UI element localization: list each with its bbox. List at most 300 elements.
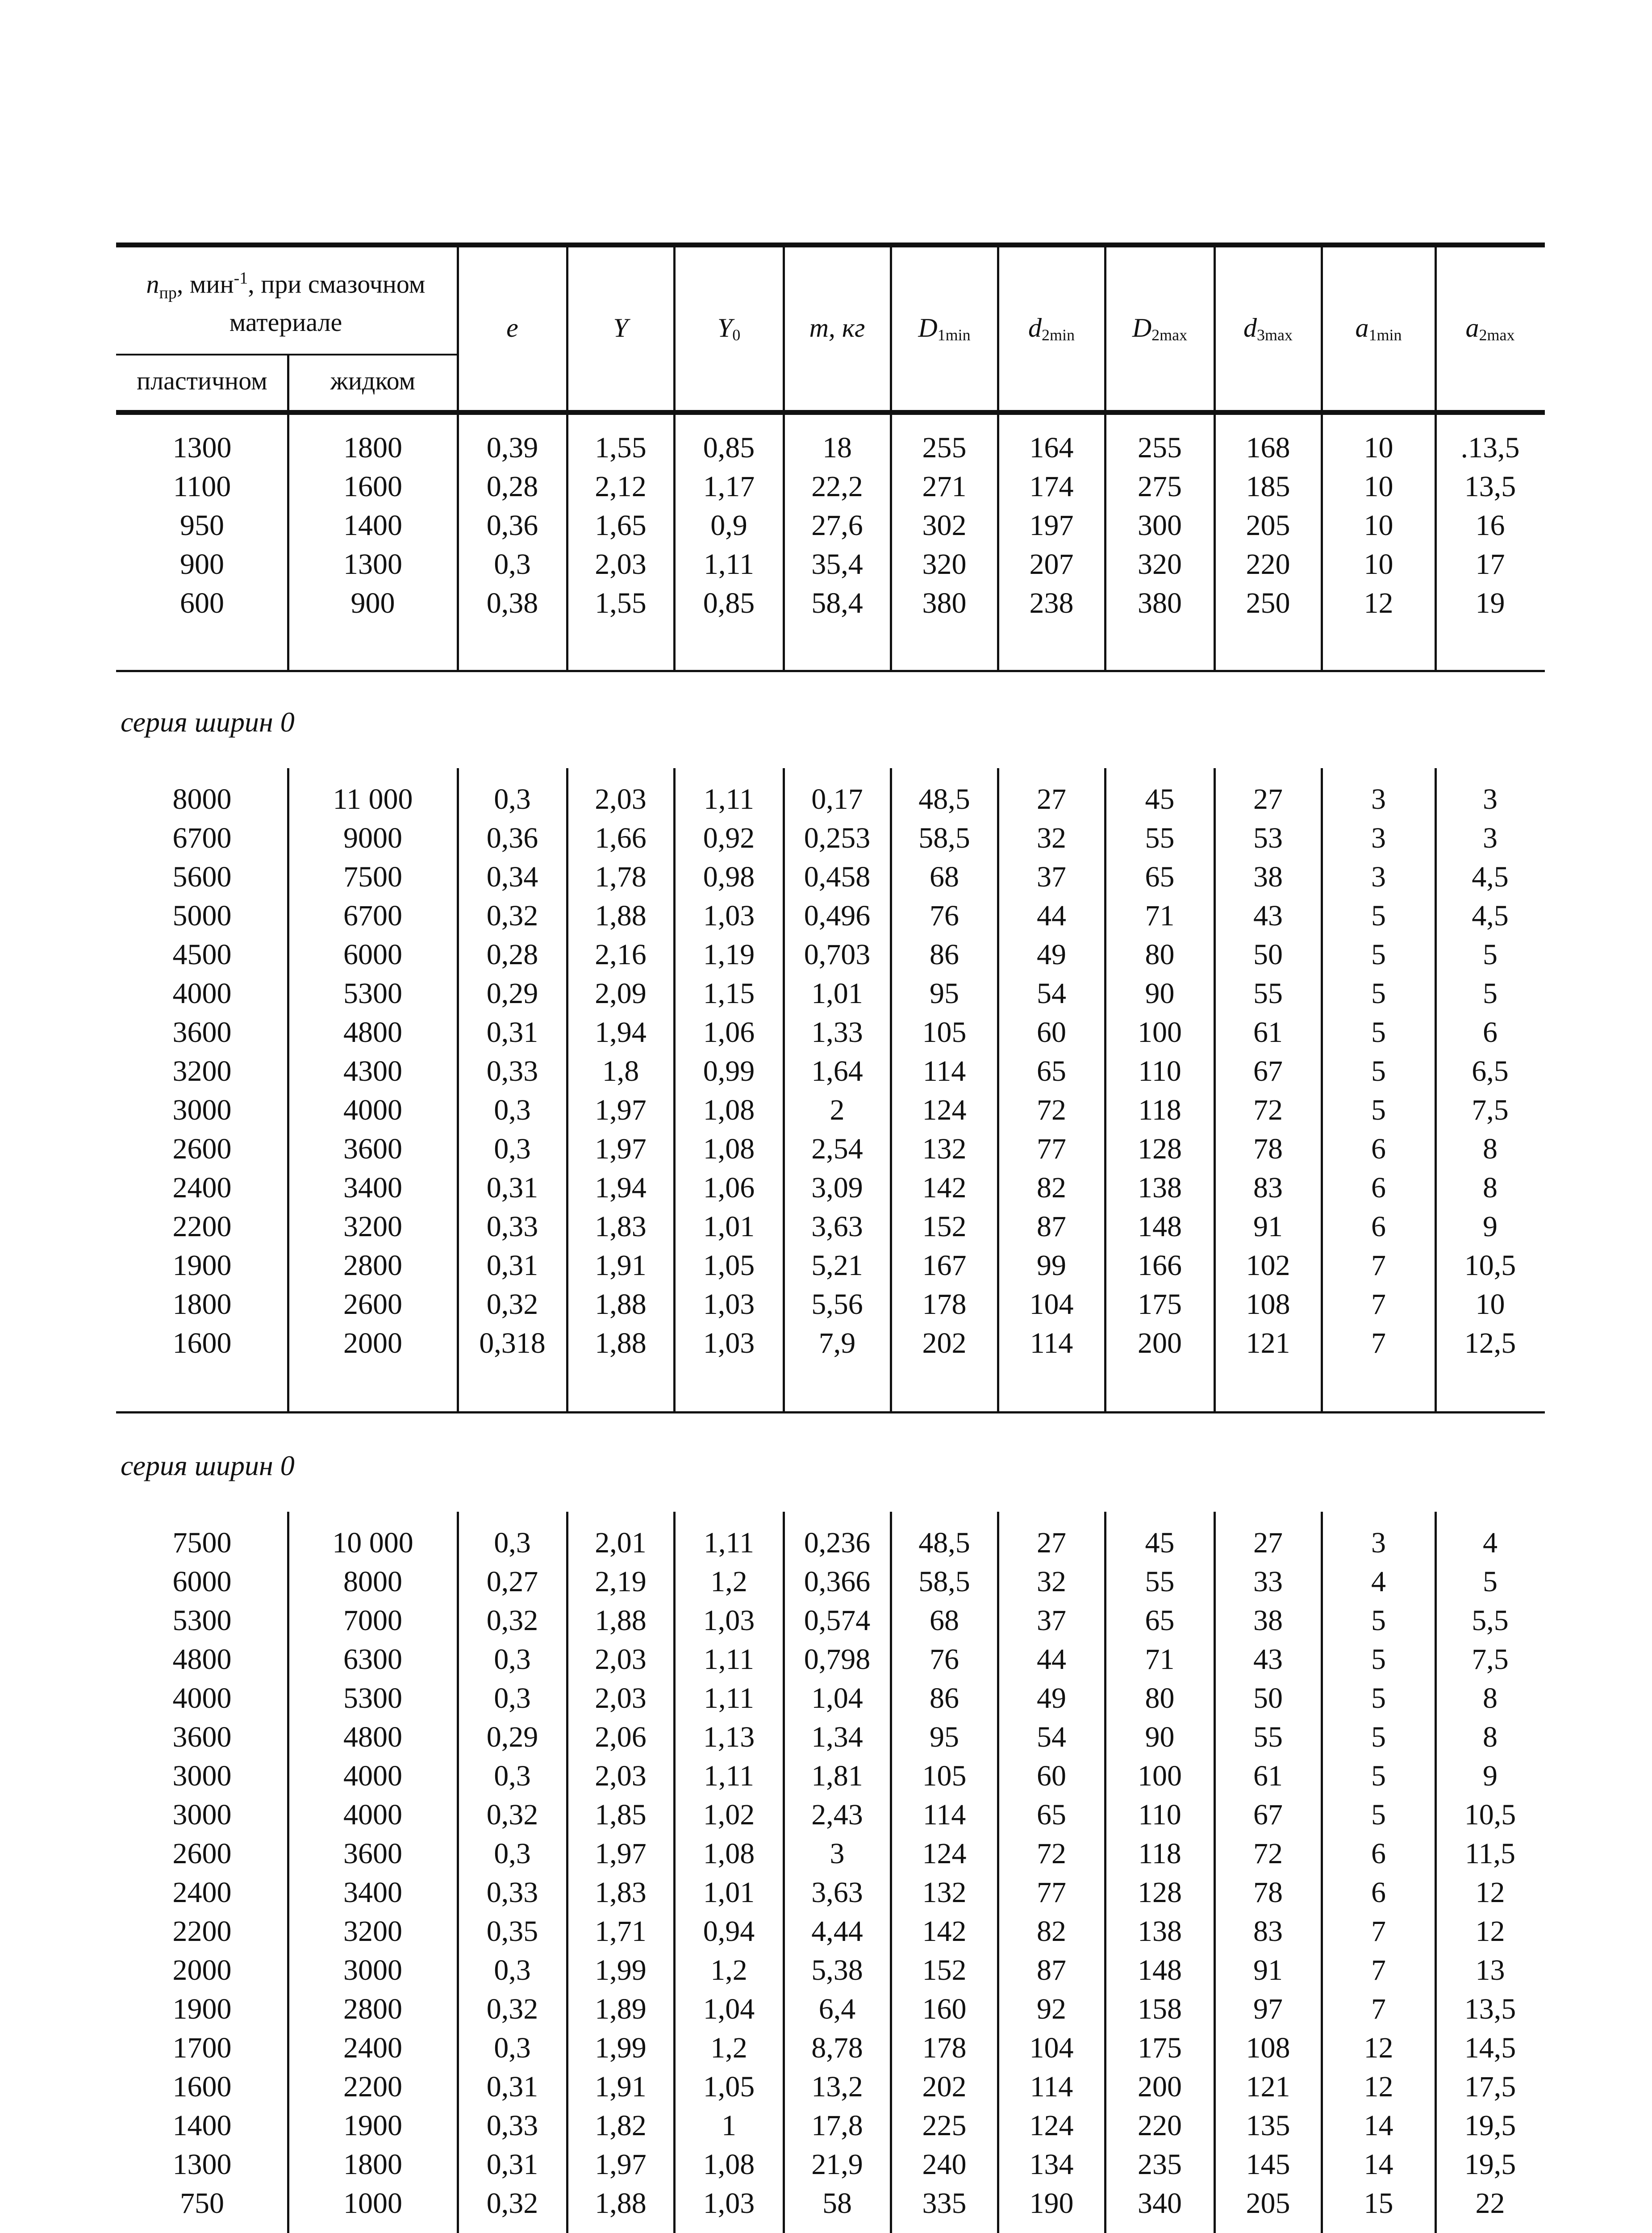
column-divider [673, 768, 676, 1411]
cell-liquid: 2600 [343, 1288, 402, 1321]
cell-plastic: 1600 [172, 2070, 232, 2103]
cell-liquid: 2800 [343, 1249, 402, 1282]
cell-y0: 1,03 [703, 1327, 755, 1359]
cell-d2max: 275 [1138, 470, 1182, 503]
header-divider [287, 355, 289, 410]
cell-d2max: 71 [1145, 899, 1175, 932]
column-divider [1104, 1512, 1106, 2233]
cell-y0: 0,98 [703, 861, 755, 893]
cell-a1min: 6 [1371, 1837, 1386, 1870]
cell-a2max: 8 [1483, 1721, 1498, 1753]
cell-a2max: 10,5 [1464, 1798, 1516, 1831]
col-header-subscript: 2max [1479, 326, 1515, 344]
cell-y: 1,88 [595, 899, 647, 932]
cell-mass: 0,253 [804, 822, 871, 854]
cell-d2max: 128 [1138, 1133, 1182, 1165]
cell-d2min: 37 [1037, 1604, 1066, 1637]
cell-mass: 0,703 [804, 938, 871, 971]
cell-d2max: 255 [1138, 431, 1182, 464]
cell-d2min: 238 [1029, 587, 1074, 619]
cell-a1min: 10 [1364, 470, 1393, 503]
cell-liquid: 2200 [343, 2070, 402, 2103]
cell-plastic: 950 [180, 509, 224, 542]
cell-d3max: 168 [1246, 431, 1290, 464]
cell-a1min: 4 [1371, 1565, 1386, 1598]
cell-liquid: 4000 [343, 1094, 402, 1126]
cell-d2min: 37 [1037, 861, 1066, 893]
cell-mass: 3,63 [811, 1876, 863, 1909]
cell-y0: 1,08 [703, 1094, 755, 1126]
cell-mass: 3,63 [811, 1210, 863, 1243]
cell-d3max: 83 [1253, 1171, 1283, 1204]
cell-d3max: 38 [1253, 1604, 1283, 1637]
header-divider [457, 247, 459, 410]
cell-a2max: 9 [1483, 1210, 1498, 1243]
cell-d2min: 65 [1037, 1055, 1066, 1087]
cell-d2min: 49 [1037, 938, 1066, 971]
cell-mass: 0,17 [811, 783, 863, 815]
cell-a1min: 3 [1371, 1526, 1386, 1559]
cell-d3max: 135 [1246, 2109, 1290, 2142]
cell-liquid: 1000 [343, 2187, 402, 2220]
section-bottom-rule [116, 1411, 1545, 1413]
col-header-subscript: 1min [1368, 326, 1402, 344]
cell-y0: 1,2 [710, 1954, 747, 1986]
column-divider [673, 1512, 676, 2233]
cell-d2min: 82 [1037, 1915, 1066, 1948]
cell-d1min: 76 [930, 1643, 959, 1676]
cell-plastic: 1300 [172, 2148, 232, 2181]
cell-d3max: 78 [1253, 1133, 1283, 1165]
col-header-subscript: 2max [1151, 326, 1188, 344]
cell-mass: 3 [830, 1837, 845, 1870]
cell-a1min: 5 [1371, 1682, 1386, 1714]
cell-d2min: 114 [1030, 2070, 1073, 2103]
cell-e: 0,33 [486, 1055, 538, 1087]
cell-a2max: 11,5 [1464, 1837, 1516, 1870]
cell-d2max: 200 [1138, 2070, 1182, 2103]
col-header-subscript: 2min [1041, 326, 1075, 344]
column-divider [1104, 768, 1106, 1411]
cell-d3max: 67 [1253, 1055, 1283, 1087]
table-top-rule [116, 243, 1545, 247]
cell-e: 0,32 [486, 2187, 538, 2220]
cell-d3max: 61 [1253, 1016, 1283, 1049]
cell-liquid: 1800 [343, 431, 402, 464]
cell-a1min: 10 [1364, 431, 1393, 464]
cell-d3max: 91 [1253, 1210, 1283, 1243]
cell-plastic: 2600 [172, 1837, 232, 1870]
cell-plastic: 1800 [172, 1288, 232, 1321]
col-header-subscript: 1min [937, 326, 971, 344]
cell-e: 0,31 [486, 1171, 538, 1204]
cell-y0: 1,11 [703, 783, 755, 815]
cell-mass: 0,458 [804, 861, 871, 893]
cell-mass: 5,21 [811, 1249, 863, 1282]
speed-group-title-line1 [116, 263, 455, 308]
cell-d1min: 95 [930, 977, 959, 1010]
cell-y0: 1,01 [703, 1876, 755, 1909]
cell-liquid: 4300 [343, 1055, 402, 1087]
cell-a1min: 6 [1371, 1133, 1386, 1165]
cell-y: 1,66 [595, 822, 647, 854]
cell-d2max: 220 [1138, 2109, 1182, 2142]
cell-a2max: 13 [1475, 1954, 1505, 1986]
cell-d3max: 108 [1246, 1288, 1290, 1321]
column-divider [1435, 768, 1437, 1411]
cell-e: 0,3 [494, 2032, 531, 2064]
cell-d2min: 44 [1037, 1643, 1066, 1676]
cell-d3max: 61 [1253, 1760, 1283, 1792]
cell-mass: 1,81 [811, 1760, 863, 1792]
n-subscript: пр [159, 283, 177, 302]
cell-d3max: 50 [1253, 938, 1283, 971]
cell-d2max: 45 [1145, 1526, 1175, 1559]
cell-plastic: 750 [180, 2187, 224, 2220]
unit-label: , мин [176, 269, 234, 299]
cell-d1min: 48,5 [918, 783, 970, 815]
cell-d2min: 27 [1037, 1526, 1066, 1559]
header-divider [997, 247, 999, 410]
cell-d2max: 110 [1138, 1798, 1181, 1831]
cell-d2min: 60 [1037, 1016, 1066, 1049]
cell-a2max: 12 [1475, 1915, 1505, 1948]
cell-mass: 5,56 [811, 1288, 863, 1321]
cell-d2max: 100 [1138, 1016, 1182, 1049]
cell-y: 2,03 [595, 1760, 647, 1792]
column-divider [566, 768, 568, 1411]
column-divider [673, 415, 676, 670]
cell-y0: 1,11 [703, 1526, 755, 1559]
cell-y: 2,03 [595, 783, 647, 815]
col-header-d1min [891, 313, 998, 344]
col-header-a2max [1435, 313, 1545, 344]
cell-a1min: 14 [1364, 2109, 1393, 2142]
col-header-symbol: d [1243, 313, 1257, 343]
cell-d2min: 49 [1037, 1682, 1066, 1714]
cell-d3max: 43 [1253, 899, 1283, 932]
cell-e: 0,32 [486, 899, 538, 932]
cell-a1min: 5 [1371, 1055, 1386, 1087]
cell-d1min: 142 [922, 1171, 967, 1204]
cell-d3max: 250 [1246, 587, 1290, 619]
cell-d1min: 225 [922, 2109, 967, 2142]
cell-y: 1,91 [595, 2070, 647, 2103]
cell-liquid: 1600 [343, 470, 402, 503]
cell-y: 2,01 [595, 1526, 647, 1559]
cell-liquid: 6000 [343, 938, 402, 971]
cell-a1min: 12 [1364, 2070, 1393, 2103]
col-header-symbol: D [918, 313, 938, 343]
column-divider [457, 768, 459, 1411]
column-divider [890, 1512, 892, 2233]
cell-a2max: 5 [1483, 938, 1498, 971]
header-divider [1321, 247, 1323, 410]
cell-d2max: 90 [1145, 977, 1175, 1010]
cell-e: 0,39 [486, 431, 538, 464]
cell-y0: 1,08 [703, 2148, 755, 2181]
cell-d1min: 124 [922, 1837, 967, 1870]
cell-e: 0,3 [494, 1954, 531, 1986]
cell-a1min: 5 [1371, 899, 1386, 932]
cell-mass: 6,4 [818, 1993, 856, 2025]
cell-plastic: 4500 [172, 938, 232, 971]
cell-d2max: 175 [1138, 1288, 1182, 1321]
cell-a1min: 5 [1371, 1721, 1386, 1753]
cell-d2max: 65 [1145, 1604, 1175, 1637]
cell-d1min: 86 [930, 938, 959, 971]
cell-liquid: 9000 [343, 822, 402, 854]
cell-liquid: 3400 [343, 1876, 402, 1909]
cell-y: 1,88 [595, 1288, 647, 1321]
cell-e: 0,31 [486, 1249, 538, 1282]
cell-a1min: 5 [1371, 1760, 1386, 1792]
cell-plastic: 600 [180, 587, 224, 619]
cell-a1min: 10 [1364, 548, 1393, 581]
cell-mass: 21,9 [811, 2148, 863, 2181]
cell-y0: 1,15 [703, 977, 755, 1010]
cell-liquid: 7500 [343, 861, 402, 893]
cell-y: 1,71 [595, 1915, 647, 1948]
cell-e: 0,3 [494, 548, 531, 581]
cell-y: 1,97 [595, 2148, 647, 2181]
cell-d2max: 90 [1145, 1721, 1175, 1753]
cell-d2max: 138 [1138, 1171, 1182, 1204]
cell-e: 0,3 [494, 783, 531, 815]
cell-plastic: 1600 [172, 1327, 232, 1359]
cell-liquid: 8000 [343, 1565, 402, 1598]
cell-liquid: 7000 [343, 1604, 402, 1637]
col-header-symbol: a [1465, 313, 1479, 343]
cell-e: 0,33 [486, 1210, 538, 1243]
cell-e: 0,29 [486, 1721, 538, 1753]
cell-a2max: 19,5 [1464, 2148, 1516, 2181]
cell-liquid: 10 000 [332, 1526, 413, 1559]
cell-y: 2,06 [595, 1721, 647, 1753]
cell-d1min: 255 [922, 431, 967, 464]
cell-d1min: 48,5 [918, 1526, 970, 1559]
cell-e: 0,29 [486, 977, 538, 1010]
cell-e: 0,3 [494, 1643, 531, 1676]
cell-d2min: 134 [1029, 2148, 1074, 2181]
cell-e: 0,318 [479, 1327, 546, 1359]
cell-d2min: 104 [1029, 1288, 1074, 1321]
cell-a2max: 10 [1475, 1288, 1505, 1321]
cell-mass: 17,8 [811, 2109, 863, 2142]
cell-liquid: 3000 [343, 1954, 402, 1986]
cell-mass: 5,38 [811, 1954, 863, 1986]
cell-d1min: 271 [922, 470, 967, 503]
cell-a1min: 7 [1371, 1249, 1386, 1282]
cell-mass: 2 [830, 1094, 845, 1126]
cell-mass: 1,01 [811, 977, 863, 1010]
cell-plastic: 4000 [172, 977, 232, 1010]
cell-mass: 2,54 [811, 1133, 863, 1165]
cell-d3max: 145 [1246, 2148, 1290, 2181]
cell-liquid: 1400 [343, 509, 402, 542]
cell-plastic: 3000 [172, 1760, 232, 1792]
cell-a2max: 17 [1475, 548, 1505, 581]
cell-a2max: 17,5 [1464, 2070, 1516, 2103]
cell-d2min: 72 [1037, 1094, 1066, 1126]
cell-e: 0,38 [486, 587, 538, 619]
cell-liquid: 4000 [343, 1760, 402, 1792]
cell-d3max: 53 [1253, 822, 1283, 854]
cell-a2max: 6 [1483, 1016, 1498, 1049]
cell-e: 0,27 [486, 1565, 538, 1598]
cell-liquid: 2000 [343, 1327, 402, 1359]
cell-plastic: 1300 [172, 431, 232, 464]
col-header-a1min [1322, 313, 1435, 344]
cell-mass: 22,2 [811, 470, 863, 503]
cell-d1min: 178 [922, 1288, 967, 1321]
column-divider [997, 415, 999, 670]
cell-liquid: 1300 [343, 548, 402, 581]
cell-d3max: 83 [1253, 1915, 1283, 1948]
cell-d3max: 33 [1253, 1565, 1283, 1598]
cell-mass: 0,366 [804, 1565, 871, 1598]
cell-d1min: 76 [930, 899, 959, 932]
column-divider [457, 1512, 459, 2233]
cell-mass: 1,33 [811, 1016, 863, 1049]
cell-y0: 1,03 [703, 899, 755, 932]
column-divider [1214, 768, 1216, 1411]
cell-y0: 1,03 [703, 2187, 755, 2220]
cell-y0: 1,11 [703, 1682, 755, 1714]
cell-a2max: 7,5 [1472, 1643, 1509, 1676]
cell-mass: 58 [822, 2187, 852, 2220]
unit-exponent: -1 [234, 269, 248, 288]
col-header-liquid: жидком [330, 366, 416, 395]
cell-y: 2,12 [595, 470, 647, 503]
cell-d2max: 110 [1138, 1055, 1181, 1087]
cell-plastic: 1900 [172, 1249, 232, 1282]
col-header-plastic: пластичном [137, 366, 267, 395]
cell-y: 1,55 [595, 587, 647, 619]
cell-d2min: 124 [1029, 2109, 1074, 2142]
cell-liquid: 6300 [343, 1643, 402, 1676]
cell-d3max: 97 [1253, 1993, 1283, 2025]
cell-plastic: 1100 [173, 470, 231, 503]
cell-d1min: 58,5 [918, 1565, 970, 1598]
col-header-subscript: 3max [1257, 326, 1293, 344]
cell-y0: 1,05 [703, 1249, 755, 1282]
cell-y: 1,88 [595, 1327, 647, 1359]
column-divider [890, 768, 892, 1411]
col-header-d2min [998, 313, 1105, 344]
cell-mass: 13,2 [811, 2070, 863, 2103]
cell-mass: 3,09 [811, 1171, 863, 1204]
lubricant-label: , при смазочном [248, 269, 426, 299]
cell-e: 0,3 [494, 1682, 531, 1714]
cell-y: 2,19 [595, 1565, 647, 1598]
cell-d3max: 27 [1253, 1526, 1283, 1559]
cell-d3max: 185 [1246, 470, 1290, 503]
cell-d2max: 100 [1138, 1760, 1182, 1792]
cell-plastic: 2400 [172, 1171, 232, 1204]
cell-y: 2,03 [595, 548, 647, 581]
cell-d2max: 55 [1145, 822, 1175, 854]
cell-a1min: 7 [1371, 1327, 1386, 1359]
cell-plastic: 1900 [172, 1993, 232, 2025]
cell-y0: 0,99 [703, 1055, 755, 1087]
cell-y0: 1,11 [703, 1643, 755, 1676]
cell-mass: 8,78 [811, 2032, 863, 2064]
cell-plastic: 2200 [172, 1210, 232, 1243]
cell-mass: 0,496 [804, 899, 871, 932]
cell-plastic: 6700 [172, 822, 232, 854]
cell-a2max: 5 [1483, 977, 1498, 1010]
cell-e: 0,32 [486, 1798, 538, 1831]
cell-d3max: 43 [1253, 1643, 1283, 1676]
cell-plastic: 900 [180, 548, 224, 581]
cell-plastic: 7500 [172, 1526, 232, 1559]
cell-liquid: 5300 [343, 1682, 402, 1714]
cell-d3max: 55 [1253, 977, 1283, 1010]
column-divider [783, 768, 785, 1411]
col-header-symbol: Y [717, 313, 733, 343]
column-divider [1435, 415, 1437, 670]
cell-d3max: 205 [1246, 2187, 1290, 2220]
cell-d1min: 95 [930, 1721, 959, 1753]
cell-e: 0,32 [486, 1993, 538, 2025]
cell-plastic: 4000 [172, 1682, 232, 1714]
column-divider [457, 415, 459, 670]
header-divider [566, 247, 568, 410]
cell-a1min: 5 [1371, 977, 1386, 1010]
cell-mass: 18 [822, 431, 852, 464]
cell-y: 1,97 [595, 1837, 647, 1870]
column-divider [997, 1512, 999, 2233]
column-divider [783, 415, 785, 670]
header-bottom-rule [116, 410, 1545, 415]
cell-d1min: 105 [922, 1760, 967, 1792]
cell-d1min: 58,5 [918, 822, 970, 854]
header-divider [890, 247, 892, 410]
cell-y: 1,94 [595, 1171, 647, 1204]
cell-y0: 1,08 [703, 1133, 755, 1165]
col-header-symbol: a [1355, 313, 1369, 343]
cell-mass: 58,4 [811, 587, 863, 619]
cell-y: 1,99 [595, 1954, 647, 1986]
cell-a1min: 14 [1364, 2148, 1393, 2181]
cell-a1min: 6 [1371, 1876, 1386, 1909]
cell-a2max: 4 [1483, 1526, 1498, 1559]
column-divider [1435, 1512, 1437, 2233]
cell-plastic: 2400 [172, 1876, 232, 1909]
cell-plastic: 4800 [172, 1643, 232, 1676]
cell-d3max: 108 [1246, 2032, 1290, 2064]
cell-d1min: 68 [930, 861, 959, 893]
cell-d2min: 72 [1037, 1837, 1066, 1870]
cell-d2max: 148 [1138, 1954, 1182, 1986]
cell-d1min: 142 [922, 1915, 967, 1948]
cell-y0: 0,92 [703, 822, 755, 854]
speed-group-header [116, 263, 455, 337]
cell-d1min: 86 [930, 1682, 959, 1714]
cell-y: 1,88 [595, 2187, 647, 2220]
cell-d1min: 132 [922, 1133, 967, 1165]
cell-d2max: 175 [1138, 2032, 1182, 2064]
cell-a2max: 13,5 [1464, 470, 1516, 503]
cell-d2min: 87 [1037, 1210, 1066, 1243]
cell-a2max: 12 [1475, 1876, 1505, 1909]
cell-d2min: 60 [1037, 1760, 1066, 1792]
cell-y: 2,03 [595, 1682, 647, 1714]
cell-plastic: 6000 [172, 1565, 232, 1598]
cell-a1min: 5 [1371, 1798, 1386, 1831]
header-divider [673, 247, 676, 410]
